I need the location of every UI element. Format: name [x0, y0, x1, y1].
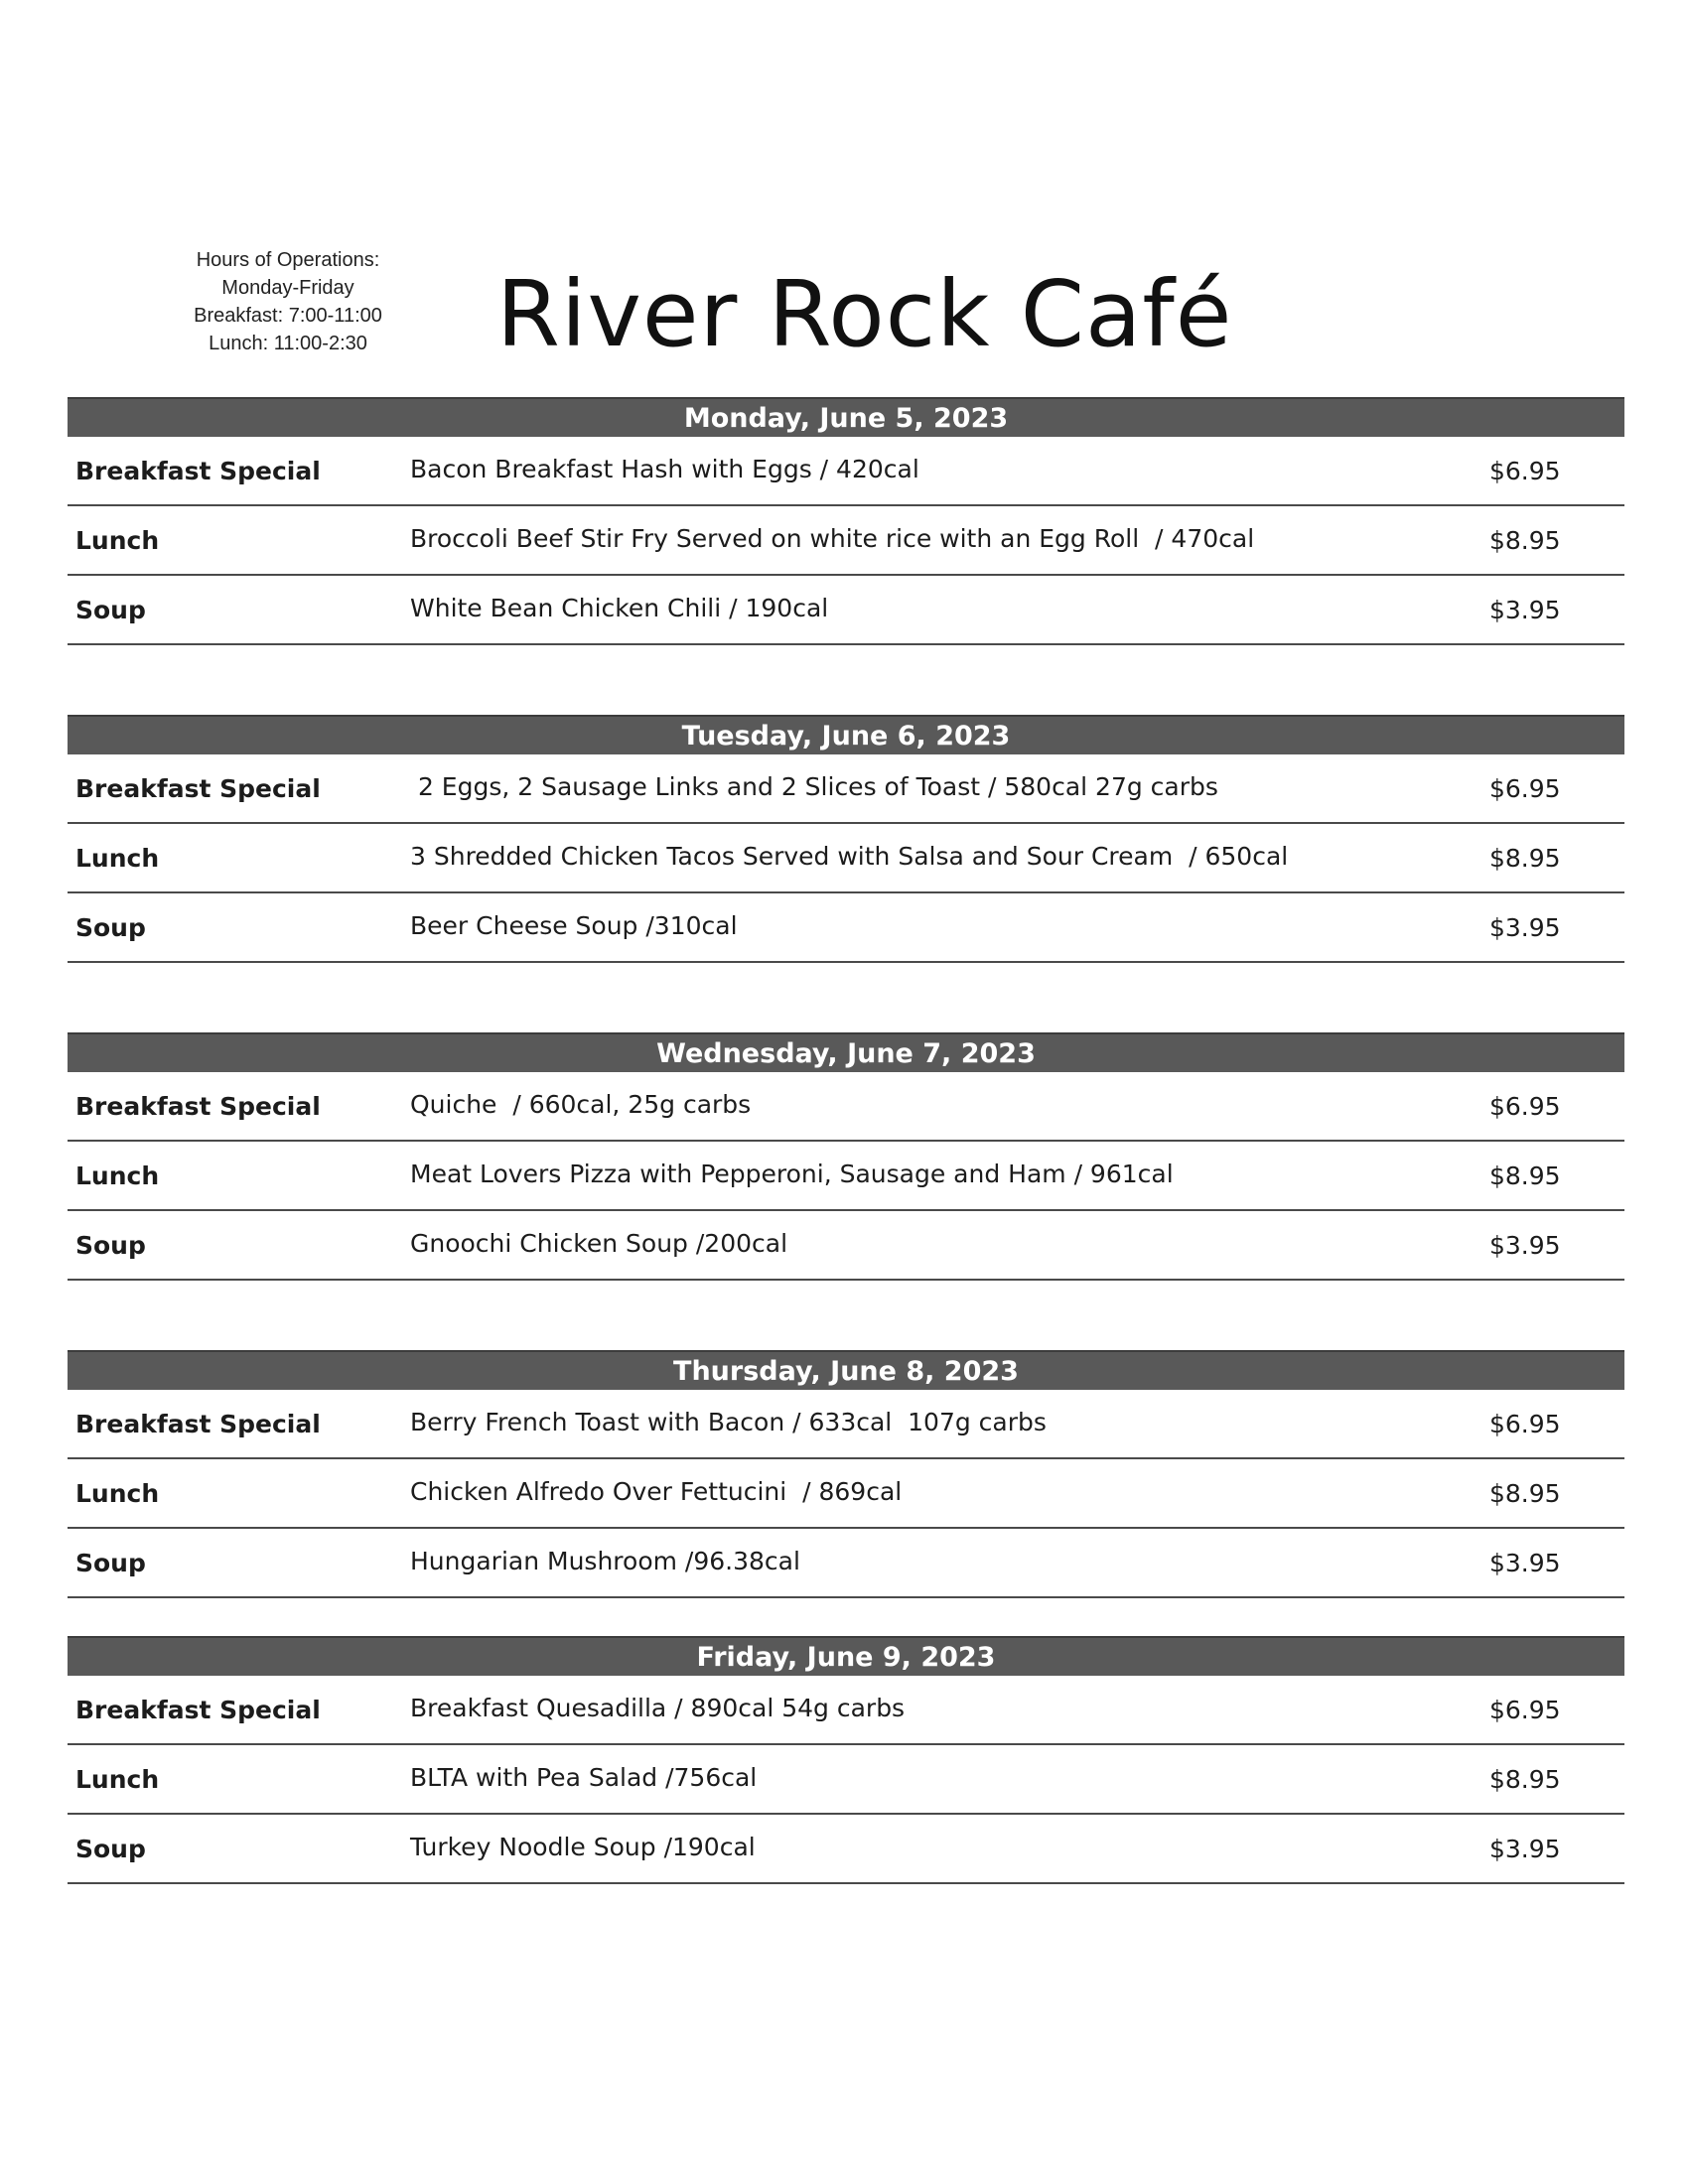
meal-price: $8.95	[1489, 1479, 1561, 1508]
meal-price: $3.95	[1489, 1231, 1561, 1260]
meal-description: Chicken Alfredo Over Fettucini / 869cal	[410, 1477, 903, 1506]
meal-category: Lunch	[75, 1161, 160, 1190]
meal-description: Meat Lovers Pizza with Pepperoni, Sausage and Ham / 961cal	[410, 1160, 1174, 1188]
meal-category: Lunch	[75, 1765, 160, 1794]
meal-category: Breakfast Special	[75, 774, 321, 803]
meal-category: Lunch	[75, 844, 160, 873]
menu-row-breakfast	[68, 1676, 1624, 1745]
menu-row-breakfast	[68, 754, 1624, 824]
meal-description: Hungarian Mushroom /96.38cal	[410, 1547, 800, 1575]
hours-breakfast: Breakfast: 7:00-11:00	[194, 305, 382, 327]
meal-price: $3.95	[1489, 1835, 1561, 1863]
weekly-menu	[68, 397, 1624, 1884]
meal-price: $6.95	[1489, 457, 1561, 485]
meal-description: Breakfast Quesadilla / 890cal 54g carbs	[410, 1694, 906, 1722]
meal-price: $8.95	[1489, 844, 1561, 873]
meal-price: $6.95	[1489, 1696, 1561, 1724]
day-section-friday	[68, 1636, 1624, 1884]
day-section-thursday	[68, 1350, 1624, 1598]
meal-price: $6.95	[1489, 774, 1561, 803]
section-spacer	[68, 963, 1624, 1032]
menu-row-breakfast	[68, 1072, 1624, 1142]
hours-lunch: Lunch: 11:00-2:30	[209, 333, 367, 354]
menu-row-soup	[68, 1815, 1624, 1884]
hours-of-operation	[159, 246, 417, 357]
meal-description: Broccoli Beef Stir Fry Served on white rice with an Egg Roll / 470cal	[410, 524, 1255, 553]
menu-row-soup	[68, 1529, 1624, 1598]
meal-category: Lunch	[75, 1479, 160, 1508]
menu-row-soup	[68, 1211, 1624, 1281]
hours-days: Monday-Friday	[221, 277, 354, 299]
menu-row-soup	[68, 893, 1624, 963]
day-header: Friday, June 9, 2023	[68, 1636, 1624, 1676]
menu-row-soup	[68, 576, 1624, 645]
hours-heading: Hours of Operations:	[196, 249, 380, 271]
meal-description: White Bean Chicken Chili / 190cal	[410, 594, 829, 622]
day-header: Tuesday, June 6, 2023	[68, 715, 1624, 754]
meal-category: Breakfast Special	[75, 1410, 321, 1438]
meal-category: Breakfast Special	[75, 457, 321, 485]
meal-description: 3 Shredded Chicken Tacos Served with Salsa and Sour Cream / 650cal	[410, 842, 1289, 871]
menu-row-breakfast	[68, 1390, 1624, 1459]
day-section-wednesday	[68, 1032, 1624, 1281]
meal-price: $8.95	[1489, 1765, 1561, 1794]
meal-description: Berry French Toast with Bacon / 633cal 107g carbs	[410, 1408, 1047, 1436]
meal-price: $6.95	[1489, 1410, 1561, 1438]
page-title: River Rock Café	[496, 261, 1233, 367]
section-spacer	[68, 645, 1624, 715]
meal-price: $6.95	[1489, 1092, 1561, 1121]
menu-row-lunch	[68, 1459, 1624, 1529]
day-header: Monday, June 5, 2023	[68, 397, 1624, 437]
meal-description: Beer Cheese Soup /310cal	[410, 911, 738, 940]
meal-description: Gnoochi Chicken Soup /200cal	[410, 1229, 788, 1258]
meal-description: Bacon Breakfast Hash with Eggs / 420cal	[410, 455, 919, 483]
meal-description: Quiche / 660cal, 25g carbs	[410, 1090, 752, 1119]
menu-row-lunch	[68, 1142, 1624, 1211]
meal-description: BLTA with Pea Salad /756cal	[410, 1763, 758, 1792]
meal-price: $3.95	[1489, 913, 1561, 942]
menu-row-lunch	[68, 824, 1624, 893]
day-section-monday	[68, 397, 1624, 645]
menu-row-lunch	[68, 506, 1624, 576]
day-header: Wednesday, June 7, 2023	[68, 1032, 1624, 1072]
section-spacer	[68, 1598, 1624, 1636]
meal-price: $8.95	[1489, 1161, 1561, 1190]
meal-category: Breakfast Special	[75, 1092, 321, 1121]
day-section-tuesday	[68, 715, 1624, 963]
meal-category: Lunch	[75, 526, 160, 555]
menu-row-lunch	[68, 1745, 1624, 1815]
meal-description: Turkey Noodle Soup /190cal	[410, 1833, 756, 1861]
meal-category: Soup	[75, 596, 146, 624]
menu-row-breakfast	[68, 437, 1624, 506]
meal-price: $3.95	[1489, 1549, 1561, 1577]
meal-description: 2 Eggs, 2 Sausage Links and 2 Slices of Toast / 580cal 27g carbs	[410, 772, 1218, 801]
meal-category: Breakfast Special	[75, 1696, 321, 1724]
section-spacer	[68, 1281, 1624, 1350]
meal-category: Soup	[75, 913, 146, 942]
meal-price: $8.95	[1489, 526, 1561, 555]
meal-price: $3.95	[1489, 596, 1561, 624]
day-header: Thursday, June 8, 2023	[68, 1350, 1624, 1390]
meal-category: Soup	[75, 1549, 146, 1577]
meal-category: Soup	[75, 1231, 146, 1260]
meal-category: Soup	[75, 1835, 146, 1863]
